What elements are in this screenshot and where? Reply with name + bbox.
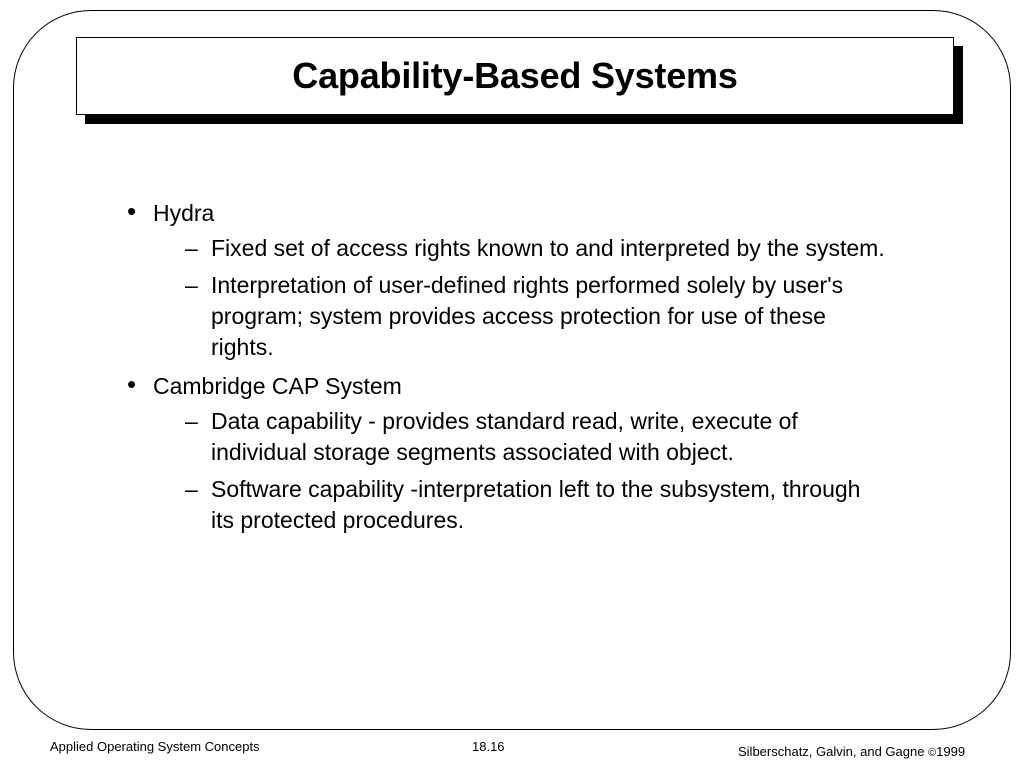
bullet-item (127, 198, 887, 363)
bullet-dot-icon: • (127, 196, 137, 226)
sub-item-text: Software capability -interpretation left to the subsystem, through its protected procedures. (211, 476, 861, 533)
sub-list (185, 406, 887, 536)
dash-icon: – (185, 272, 198, 298)
title-box (76, 37, 954, 115)
sub-list (185, 233, 887, 363)
dash-icon: – (185, 408, 198, 434)
slide-content (127, 198, 887, 542)
bullet-dot-icon: • (127, 369, 137, 399)
sub-item (185, 406, 887, 468)
dash-icon: – (185, 476, 198, 502)
slide-title: Capability-Based Systems (292, 55, 738, 96)
dash-icon: – (185, 235, 198, 261)
footer-year: 1999 (936, 744, 966, 759)
bullet-text: Cambridge CAP System (153, 373, 402, 399)
footer-authors: Silberschatz, Galvin, and Gagne (738, 744, 929, 759)
sub-item-text: Fixed set of access rights known to and interpreted by the system. (211, 235, 885, 261)
bullet-text: Hydra (153, 200, 215, 226)
sub-item (185, 474, 887, 536)
copyright-icon: © (928, 747, 937, 759)
sub-item (185, 233, 887, 264)
footer-page-number: 18.16 (472, 739, 505, 754)
bullet-item (127, 371, 887, 536)
footer-credits (738, 744, 965, 761)
sub-item-text: Data capability - provides standard read, write, execute of individual storage segments associated with object. (211, 408, 798, 465)
footer-course-title: Applied Operating System Concepts (50, 739, 260, 754)
sub-item-text: Interpretation of user-defined rights performed solely by user's program; system provides access protection for use of these rights. (211, 272, 844, 360)
sub-item (185, 270, 887, 363)
